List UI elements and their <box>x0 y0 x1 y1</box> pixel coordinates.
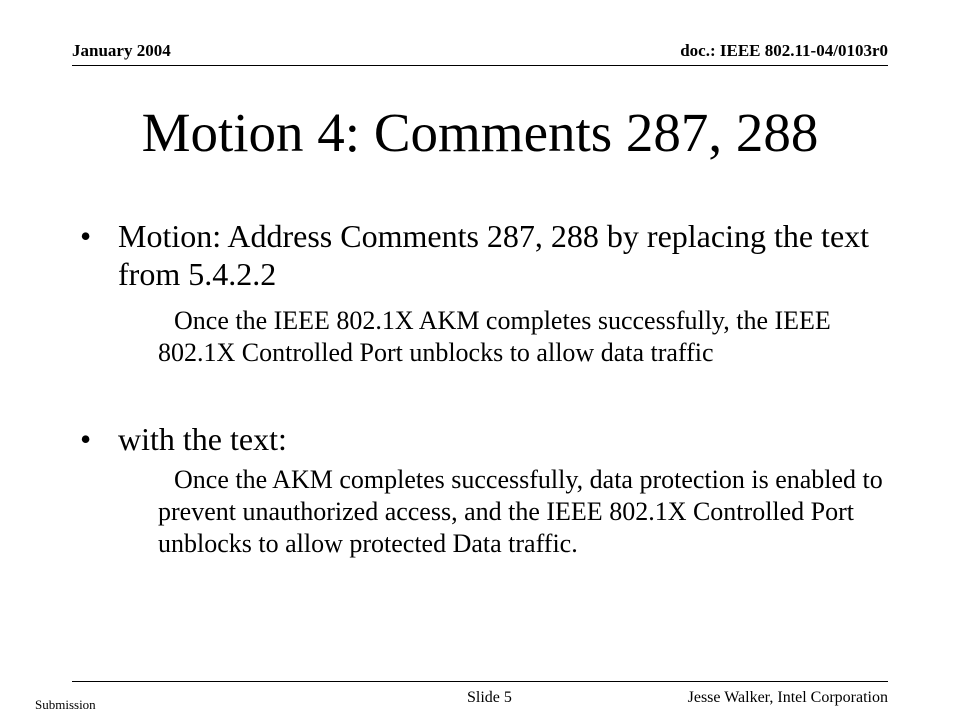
footer-author: Jesse Walker, Intel Corporation <box>687 689 888 706</box>
bullet-marker: • <box>80 421 92 457</box>
footer-submission: Submission <box>35 697 96 712</box>
bullet-marker: • <box>80 218 92 254</box>
header-doc-id: doc.: IEEE 802.11-04/0103r0 <box>680 41 888 60</box>
header-divider <box>72 65 888 66</box>
slide-title: Motion 4: Comments 287, 288 <box>141 102 819 163</box>
bullet-text: Motion: Address Comments 287, 288 by replacing the text from 5.4.2.2 <box>118 218 870 292</box>
replacement-text-quote: Once the AKM completes successfully, data protection is enabled to prevent unauthorized access, and the IEEE 802.1X Controlled Port unblocks to allow protected Data traffic. <box>158 465 883 558</box>
header-date: January 2004 <box>72 41 171 60</box>
footer-divider <box>72 681 888 682</box>
footer-slide-number: Slide 5 <box>467 689 512 706</box>
original-text-quote: Once the IEEE 802.1X AKM completes successfully, the IEEE 802.1X Controlled Port unblocks to allow data traffic <box>158 306 831 367</box>
bullet-text: with the text: <box>118 421 287 457</box>
